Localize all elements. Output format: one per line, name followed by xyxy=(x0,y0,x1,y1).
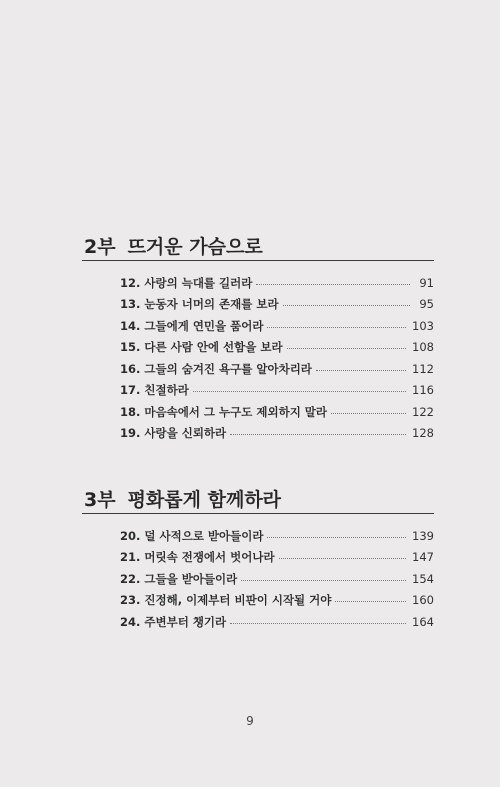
entry-page: 122 xyxy=(412,404,434,419)
toc-entry xyxy=(120,611,434,633)
dot-leader xyxy=(267,326,406,328)
dot-leader xyxy=(267,536,406,538)
entry-page: 108 xyxy=(412,340,434,355)
entry-page: 128 xyxy=(412,426,434,441)
part-number: 3부 xyxy=(84,489,116,511)
entry-page: 112 xyxy=(412,361,434,376)
part-title: 평화롭게 함께하라 xyxy=(127,489,282,511)
toc-entry xyxy=(120,272,434,294)
dot-leader xyxy=(230,622,406,624)
part-section-3 xyxy=(82,485,434,633)
entry-number: 17. xyxy=(120,383,141,398)
entry-title: 그들을 받아들이라 xyxy=(144,571,238,586)
entry-number: 13. xyxy=(120,297,141,312)
part-header xyxy=(82,485,434,514)
toc-entry xyxy=(120,337,434,359)
part-title: 뜨거운 가슴으로 xyxy=(127,236,263,258)
entry-title: 그들의 숨겨진 욕구를 알아차리라 xyxy=(144,361,312,376)
toc-entry xyxy=(120,380,434,402)
part-section-2 xyxy=(82,232,434,444)
entry-number: 19. xyxy=(120,426,141,441)
dot-leader xyxy=(287,347,406,349)
entry-title: 덜 사적으로 받아들이라 xyxy=(144,528,264,543)
toc-list xyxy=(82,525,434,633)
entry-page: 164 xyxy=(412,614,434,629)
entry-page: 147 xyxy=(412,550,434,565)
entry-number: 15. xyxy=(120,340,141,355)
entry-page: 116 xyxy=(412,383,434,398)
entry-title: 주변부터 챙기라 xyxy=(144,614,227,629)
part-number: 2부 xyxy=(84,236,116,258)
entry-title: 사랑의 늑대를 길러라 xyxy=(144,275,253,290)
part-header xyxy=(82,232,434,261)
entry-title: 그들에게 연민을 품어라 xyxy=(144,318,264,333)
toc-entry xyxy=(120,547,434,569)
dot-leader xyxy=(193,390,406,392)
toc-entry xyxy=(120,568,434,590)
entry-page: 154 xyxy=(412,571,434,586)
entry-page: 103 xyxy=(412,318,434,333)
entry-title: 사랑을 신뢰하라 xyxy=(144,426,227,441)
entry-number: 23. xyxy=(120,593,141,608)
page-number: 9 xyxy=(246,714,254,728)
entry-number: 21. xyxy=(120,550,141,565)
dot-leader xyxy=(256,283,410,285)
entry-number: 16. xyxy=(120,361,141,376)
toc-entry xyxy=(120,590,434,612)
entry-title: 머릿속 전쟁에서 벗어나라 xyxy=(144,550,275,565)
entry-title: 다른 사람 안에 선함을 보라 xyxy=(144,340,283,355)
entry-number: 22. xyxy=(120,571,141,586)
entry-title: 친절하라 xyxy=(144,383,189,398)
entry-number: 14. xyxy=(120,318,141,333)
entry-number: 20. xyxy=(120,528,141,543)
entry-page: 139 xyxy=(412,528,434,543)
entry-number: 12. xyxy=(120,275,141,290)
entry-number: 24. xyxy=(120,614,141,629)
dot-leader xyxy=(316,369,406,371)
entry-number: 18. xyxy=(120,404,141,419)
toc-entry xyxy=(120,525,434,547)
dot-leader xyxy=(230,433,406,435)
toc-entry xyxy=(120,294,434,316)
dot-leader xyxy=(241,579,406,581)
dot-leader xyxy=(283,304,410,306)
entry-title: 진정해, 이제부터 비판이 시작될 거야 xyxy=(144,593,332,608)
dot-leader xyxy=(331,412,406,414)
toc-entry xyxy=(120,401,434,423)
dot-leader xyxy=(335,600,406,602)
entry-page: 91 xyxy=(419,275,434,290)
toc-entry xyxy=(120,358,434,380)
entry-page: 160 xyxy=(412,593,434,608)
toc-list xyxy=(82,272,434,444)
entry-title: 눈동자 너머의 존재를 보라 xyxy=(144,297,279,312)
toc-entry xyxy=(120,423,434,445)
toc-entry xyxy=(120,315,434,337)
dot-leader xyxy=(279,557,406,559)
entry-page: 95 xyxy=(419,297,434,312)
entry-title: 마음속에서 그 누구도 제외하지 말라 xyxy=(144,404,328,419)
